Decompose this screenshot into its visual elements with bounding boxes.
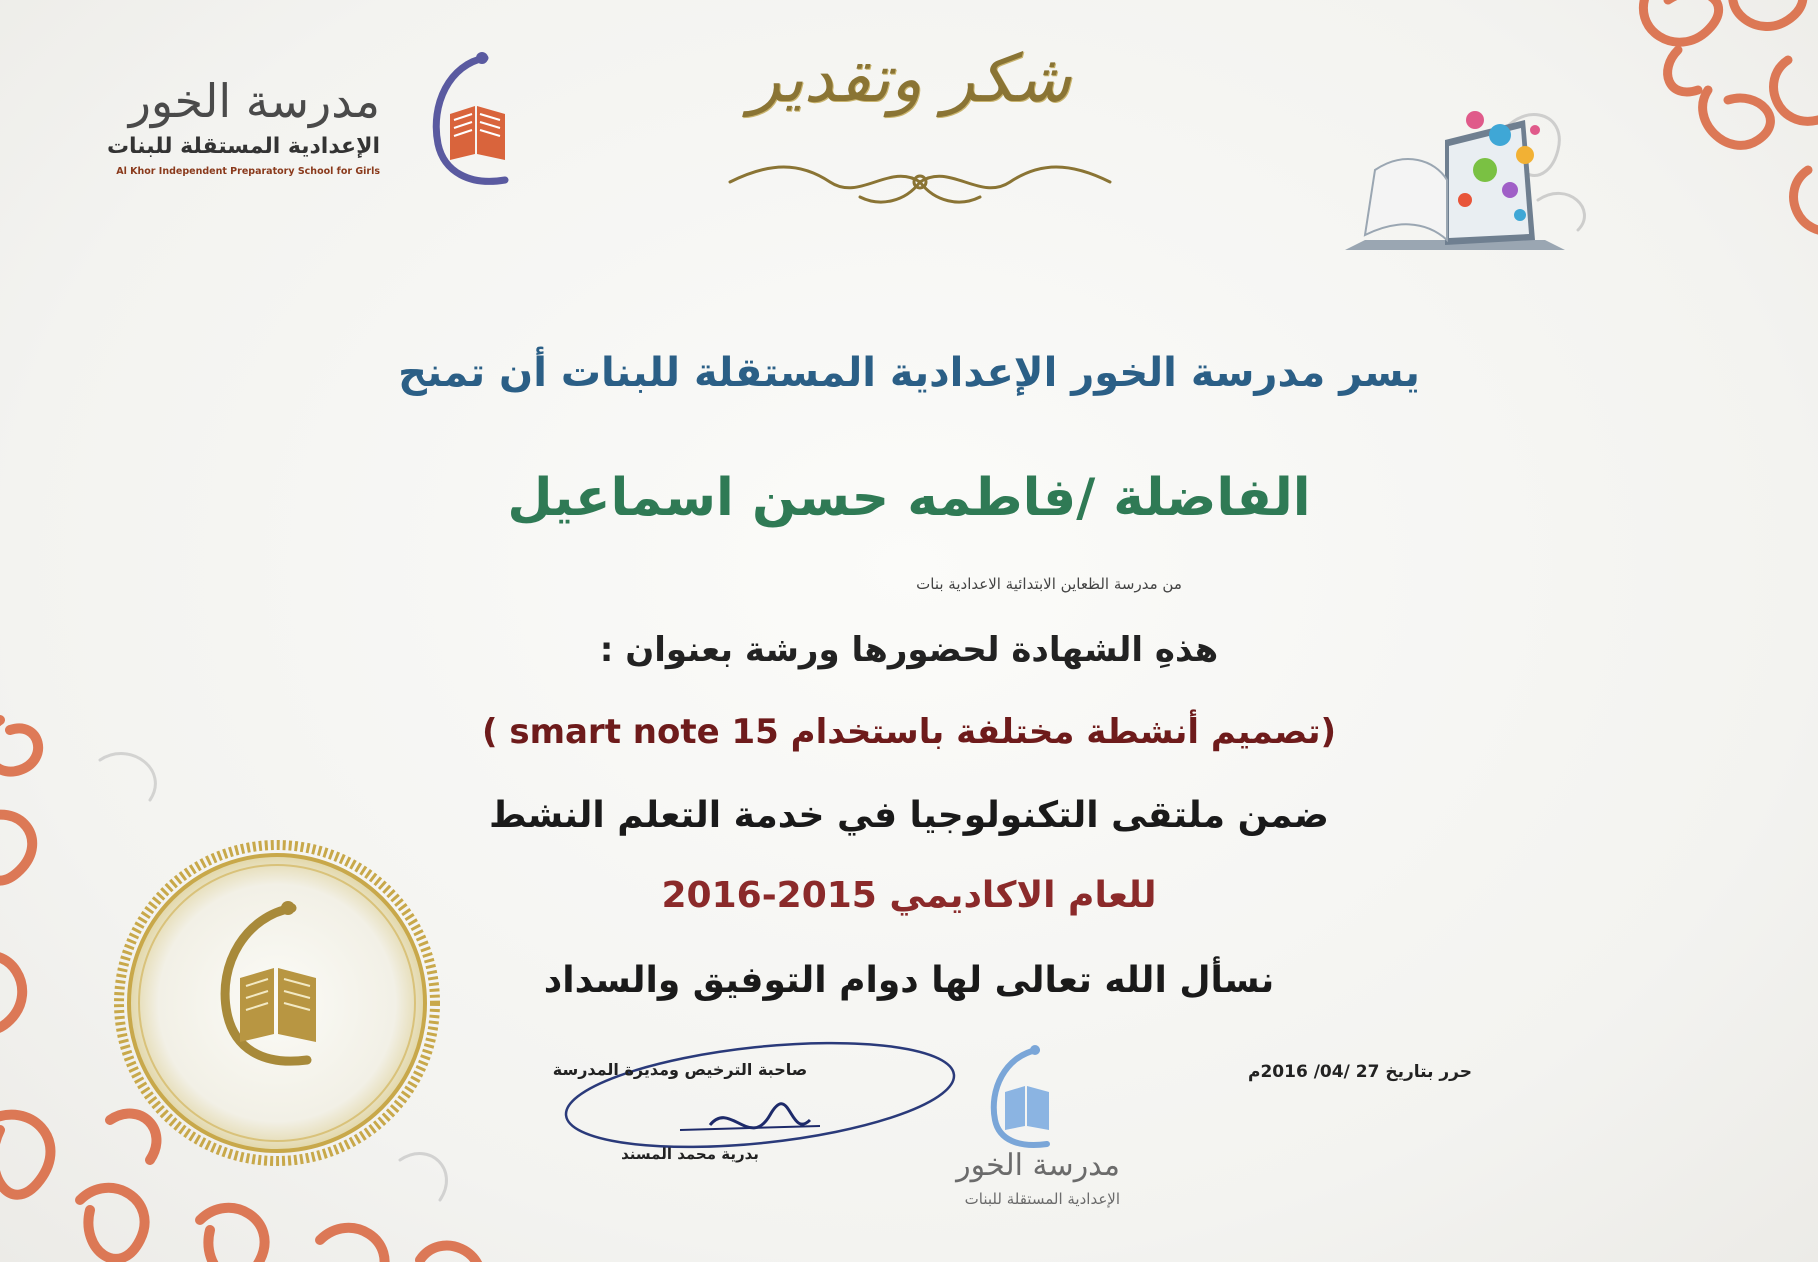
school-logo [90,44,530,194]
academic-year: للعام الاكاديمي 2015-2016 [661,875,1157,916]
recipient-school: من مدرسة الظعاين الابتدائية الاعدادية بنات [916,575,1182,593]
title-ornament [710,152,1130,212]
open-book-icon [450,106,505,160]
gold-seal-icon [112,838,442,1168]
bottom-logo-subtitle: الإعدادية المستقلة للبنات [964,1190,1120,1208]
school-subtitle: الإعدادية المستقلة للبنات [106,134,380,159]
issue-date: حرر بتاريخ 27 /04/ 2016م [1247,1062,1472,1082]
signatory-name: بدرية محمد المسند [621,1145,759,1163]
closing-prayer: نسأل الله تعالى لها دوام التوفيق والسداد [543,960,1275,1001]
school-name-english: Al Khor Independent Preparatory School for Girls [116,166,380,177]
intro-text: يسر مدرسة الخور الإعدادية المستقلة للبنات أن تمنح [398,350,1420,396]
school-name: مدرسة الخور [128,74,380,128]
school-logo-icon [410,44,530,194]
event-name: ضمن ملتقى التكنولوجيا في خدمة التعلم النشط [489,795,1329,836]
certificate-title: شكر وتقدير [748,40,1072,117]
workshop-title: (تصميم أنشطة مختلفة باستخدام smart note 15 ) [481,712,1337,752]
recipient-name: الفاضلة /فاطمه حسن اسماعيل [507,468,1311,528]
school-logo-icon [975,1040,1075,1150]
bottom-school-logo [900,1040,1140,1230]
certificate-statement: هذهِ الشهادة لحضورها ورشة بعنوان : [599,630,1219,670]
bottom-logo-name: مدرسة الخور [956,1148,1120,1183]
laptop-book-icon [1325,100,1585,260]
signatory-title: صاحبة الترخيص ومديرة المدرسة [552,1060,808,1079]
